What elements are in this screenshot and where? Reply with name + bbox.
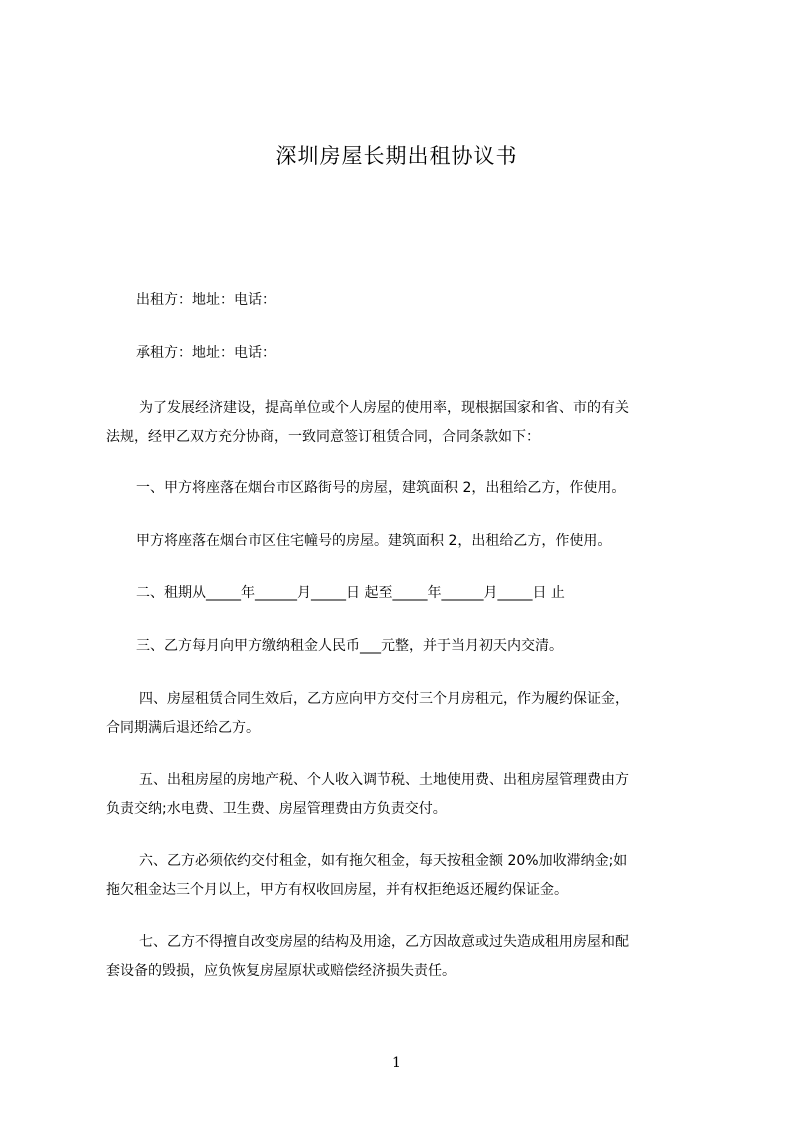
clause-6-line-2: 拖欠租金达三个月以上，甲方有权收回房屋，并有权拒绝返还履约保证金。 — [106, 882, 568, 898]
lessor-line: 出租方：地址：电话： — [136, 292, 276, 308]
clause-1b-line: 甲方将座落在烟台市区住宅幢号的房屋。建筑面积 2，出租给乙方，作使用。 — [136, 533, 612, 549]
clause-5-line-2: 负责交纳;水电费、卫生费、房屋管理费由方负责交付。 — [106, 801, 447, 817]
lessee-line: 承租方：地址：电话： — [136, 345, 276, 361]
clause-2-line: 二、租期从_____年______月_____日 起至_____年______月_____日 止 — [136, 585, 565, 601]
clause-3 — [106, 632, 692, 661]
clause-5-line-1: 五、出租房屋的房地产税、个人收入调节税、土地使用费、出租房屋管理费由方 — [139, 772, 629, 788]
clause-6-line-1: 六、乙方必须依约交付租金，如有拖欠租金，每天按租金额 20%加收滞纳金;如 — [139, 853, 628, 869]
lessor-info — [106, 286, 692, 315]
clause-4 — [106, 685, 692, 743]
clause-2 — [106, 579, 692, 608]
clause-1 — [106, 474, 692, 503]
clause-7-line-1: 七、乙方不得擅自改变房屋的结构及用途，乙方因故意或过失造成租用房屋和配 — [139, 934, 629, 950]
intro-line-2: 法规，经甲乙双方充分协商，一致同意签订租赁合同，合同条款如下： — [106, 429, 540, 445]
intro-paragraph — [106, 394, 692, 452]
document-title: 深圳房屋长期出租协议书 — [275, 144, 518, 168]
page-number: 1 — [392, 1055, 401, 1071]
clause-7 — [106, 928, 692, 986]
clause-1-line: 一、甲方将座落在烟台市区路街号的房屋，建筑面积 2，出租给乙方，作使用。 — [136, 480, 626, 496]
intro-line-1: 为了发展经济建设，提高单位或个人房屋的使用率，现根据国家和省、市的有关 — [139, 400, 629, 416]
clause-5 — [106, 766, 692, 824]
clause-7-line-2: 套设备的毁损，应负恢复房屋原状或赔偿经济损失责任。 — [106, 963, 456, 979]
clause-4-line-1: 四、房屋租赁合同生效后，乙方应向甲方交付三个月房租元，作为履约保证金， — [139, 691, 629, 707]
clause-3-line: 三、乙方每月向甲方缴纳租金人民币___元整，并于当月初天内交清。 — [136, 638, 563, 654]
clause-6 — [106, 847, 692, 905]
clause-4-line-2: 合同期满后退还给乙方。 — [106, 720, 260, 736]
clause-1b — [106, 527, 692, 556]
lessee-info — [106, 339, 692, 368]
